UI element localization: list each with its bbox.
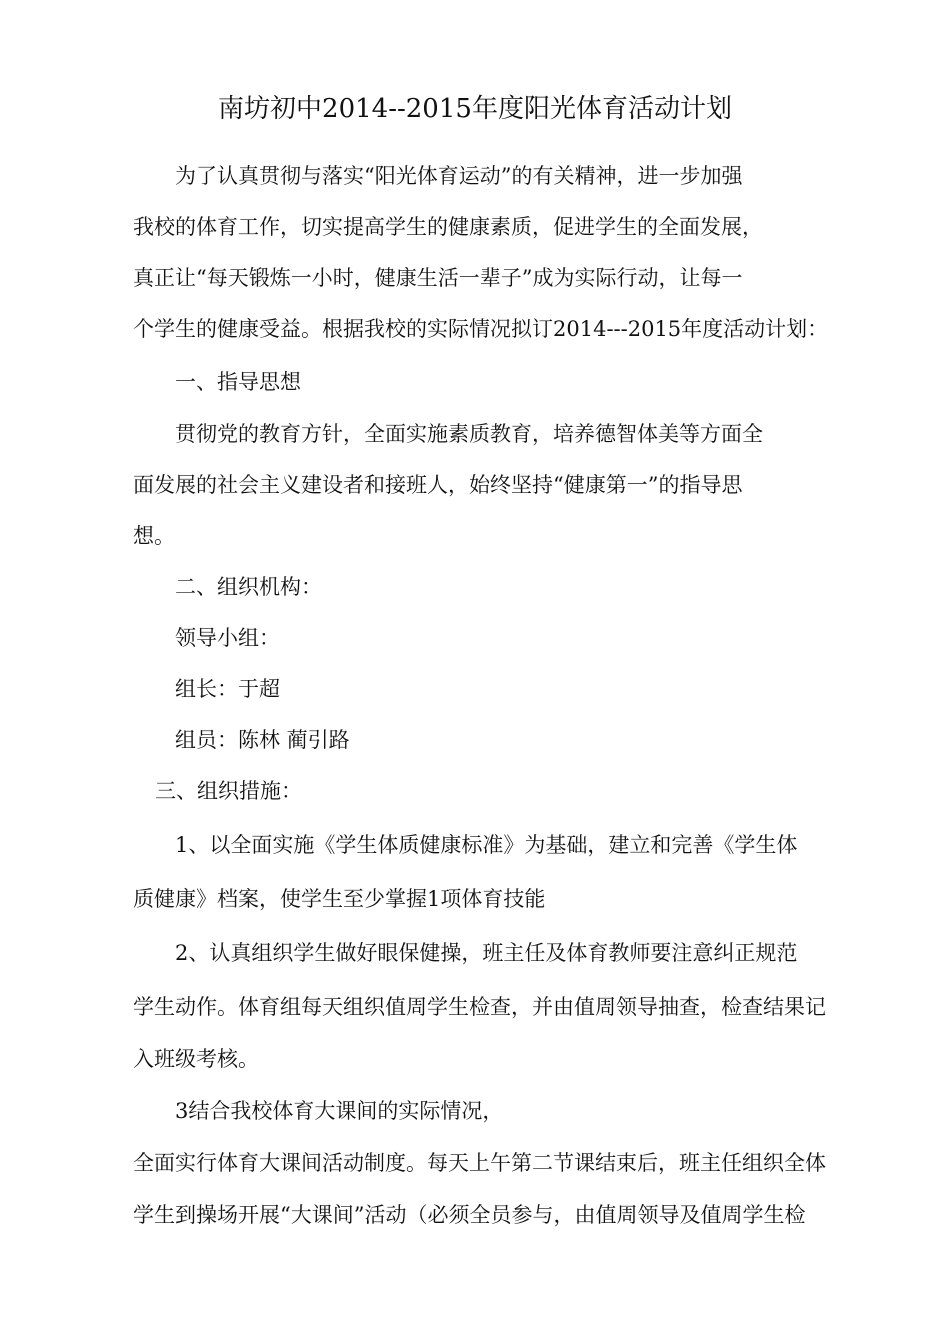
section-3-heading: 三、组织措施： [155, 779, 302, 803]
section-2-heading: 二、组织机构： [175, 575, 322, 599]
measure-2-line-3: 入班级考核。 [133, 1047, 259, 1071]
measure-3-line-2: 全面实行体育大课间活动制度。每天上午第二节课结束后，班主任组织全体 [133, 1151, 826, 1175]
section-1-heading: 一、指导思想 [175, 370, 301, 394]
group-leader: 组长：于超 [175, 677, 280, 701]
section-1-line-2: 面发展的社会主义建设者和接班人，始终坚持“健康第一”的指导思 [133, 473, 743, 497]
intro-line-3: 真正让“每天锻炼一小时，健康生活一辈子”成为实际行动，让每一 [133, 266, 743, 290]
group-members: 组员：陈林 蔺引路 [175, 728, 350, 752]
document-title: 南坊初中2014--2015年度阳光体育活动计划 [218, 94, 732, 124]
measure-1-line-1: 1、以全面实施《学生体质健康标准》为基础，建立和完善《学生体 [175, 833, 798, 857]
section-1-line-3: 想。 [133, 524, 175, 548]
intro-line-1: 为了认真贯彻与落实“阳光体育运动”的有关精神，进一步加强 [175, 164, 743, 188]
section-1-line-1: 贯彻党的教育方针，全面实施素质教育，培养德智体美等方面全 [175, 422, 763, 446]
leadership-group-label: 领导小组： [175, 626, 280, 650]
measure-3-line-3: 学生到操场开展“大课间”活动（必须全员参与，由值周领导及值周学生检 [133, 1203, 806, 1227]
intro-line-4: 个学生的健康受益。根据我校的实际情况拟订2014---2015年度活动计划： [133, 317, 829, 341]
intro-line-2: 我校的体育工作，切实提高学生的健康素质，促进学生的全面发展， [133, 215, 763, 239]
measure-2-line-1: 2、认真组织学生做好眼保健操，班主任及体育教师要注意纠正规范 [175, 941, 798, 965]
measure-1-line-2: 质健康》档案，使学生至少掌握1项体育技能 [133, 887, 546, 911]
measure-3-line-1: 3结合我校体育大课间的实际情况， [175, 1099, 504, 1123]
measure-2-line-2: 学生动作。体育组每天组织值周学生检查，并由值周领导抽查，检查结果记 [133, 995, 826, 1019]
